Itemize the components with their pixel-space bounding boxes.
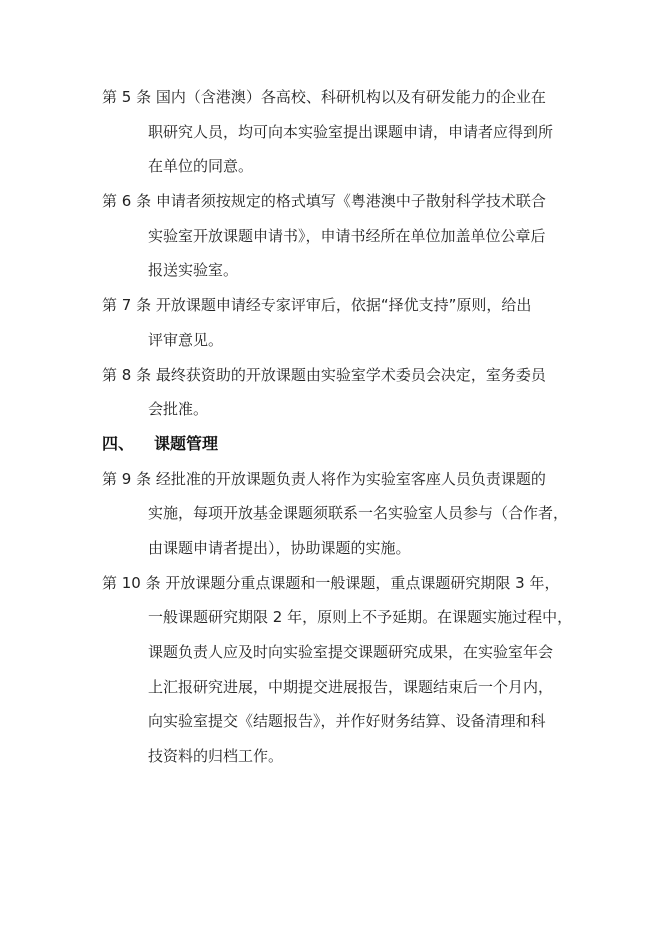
article-text: 经批准的开放课题负责人将作为实验室客座人员负责课题的 (155, 469, 546, 488)
article-line (102, 364, 564, 399)
article (102, 86, 564, 190)
article-text: 在单位的同意。 (148, 157, 254, 176)
article-number: 第 5 条 (102, 88, 152, 106)
article-line (102, 155, 564, 190)
article-line (102, 468, 564, 503)
article-line (102, 710, 564, 745)
article-text: 评审意见。 (148, 330, 224, 349)
article-text: 开放课题申请经专家评审后，依据“择优支持”原则，给出 (155, 296, 532, 315)
article-number: 第 10 条 (102, 573, 161, 592)
article-line (102, 537, 564, 572)
article (102, 190, 564, 294)
document-page (102, 86, 573, 780)
article-text: 一般课题研究期限 2 年，原则上不予延期。在课题实施过程中， (148, 608, 573, 627)
article-text: 实验室开放课题申请书》，申请书经所在单位加盖单位公章后 (148, 226, 546, 245)
article-line (102, 121, 564, 156)
article-text: 开放课题分重点课题和一般课题，重点课题研究期限 3 年， (165, 573, 560, 592)
article-text: 技资料的归档工作。 (148, 747, 284, 766)
article-text: 上汇报研究进展，中期提交进展报告，课题结束后一个月内， (148, 677, 554, 696)
article-text: 申请者须按规定的格式填写《粤港澳中子散射科学技术联合 (155, 192, 546, 211)
article-line (102, 641, 564, 676)
section-heading (102, 433, 564, 468)
article-line (102, 606, 573, 641)
section-title: 课题管理 (154, 433, 219, 453)
article (102, 294, 564, 363)
article-number: 第 6 条 (102, 192, 152, 211)
article-line (102, 572, 564, 607)
article-text: 会批准。 (148, 400, 209, 419)
article-text: 国内（含港澳）各高校、科研机构以及有研发能力的企业在 (155, 88, 546, 106)
article-line (102, 329, 564, 364)
article-number: 第 7 条 (102, 296, 152, 315)
article-line (102, 398, 564, 433)
article (102, 468, 569, 572)
article-text: 由课题申请者提出），协助课题的实施。 (148, 538, 411, 557)
section-number: 四、 (102, 433, 135, 453)
article-text: 实施，每项开放基金课题须联系一名实验室人员参与（合作者， (148, 504, 569, 523)
article-text: 课题负责人应及时向实验室提交课题研究成果，在实验室年会 (148, 643, 554, 661)
article-text: 向实验室提交《结题报告》，并作好财务结算、设备清理和科 (148, 712, 546, 731)
article (102, 572, 573, 780)
article-line (102, 745, 564, 780)
article-text: 最终获资助的开放课题由实验室学术委员会决定，室务委员 (155, 365, 546, 384)
article-line (102, 294, 564, 329)
article (102, 364, 564, 433)
article-line (102, 86, 564, 121)
article-number: 第 8 条 (102, 365, 152, 384)
article-line (102, 225, 564, 260)
article-text: 职研究人员，均可向本实验室提出课题申请，申请者应得到所 (148, 122, 554, 141)
article-line (102, 676, 564, 711)
article-number: 第 9 条 (102, 469, 152, 488)
article-line (102, 190, 564, 225)
article-line (102, 502, 569, 537)
article-line (102, 259, 564, 294)
article-text: 报送实验室。 (148, 261, 239, 280)
